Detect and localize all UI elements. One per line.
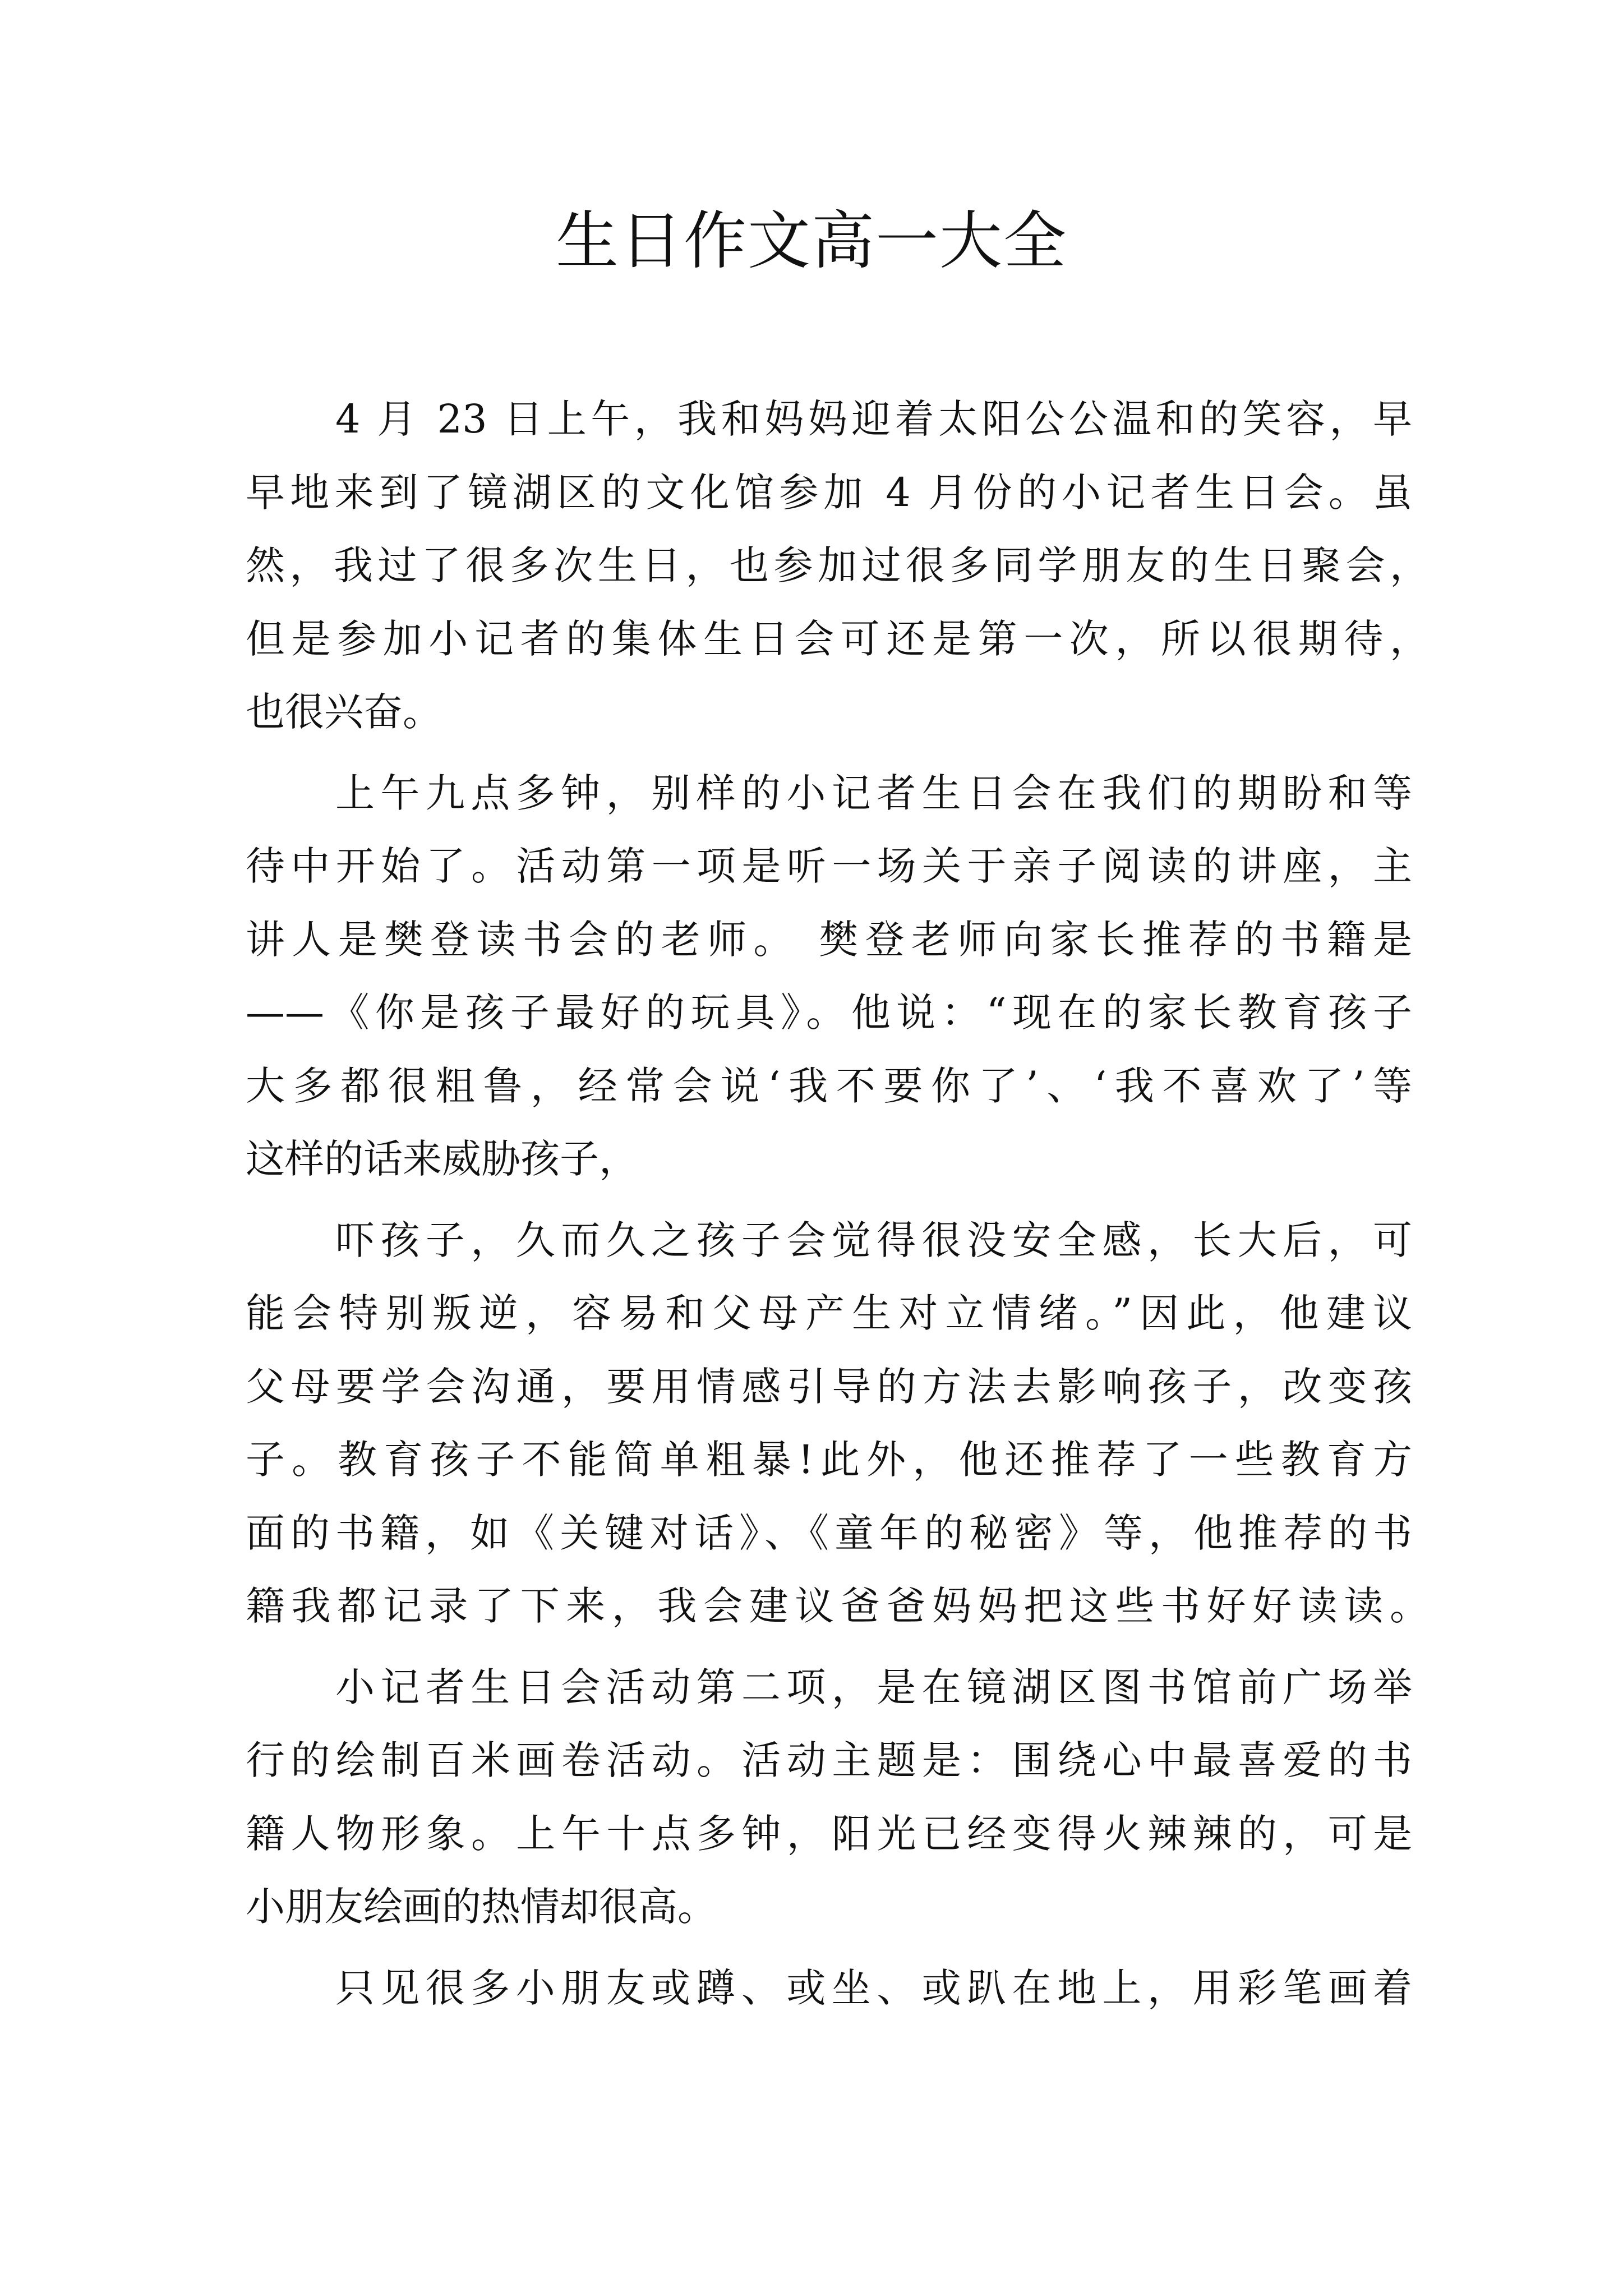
paragraph-line: 面的书籍，如《关键对话》、《童年的秘密》等，他推荐的书 (246, 1510, 1412, 1556)
document-title: 生日作文高一大全 (556, 205, 1067, 278)
paragraph-line: 只见很多小朋友或蹲、或坐、或趴在地上，用彩笔画着 (335, 1965, 1412, 2011)
paragraph-line: 能会特别叛逆，容易和父母产生对立情绪。”因此，他建议 (246, 1290, 1412, 1336)
paragraph-line: 然，我过了很多次生日，也参加过很多同学朋友的生日聚会， (246, 542, 1429, 588)
paragraph-line: 父母要学会沟通，要用情感引导的方法去影响孩子，改变孩 (246, 1364, 1412, 1410)
paragraph-line: 4 月 23 日上午，我和妈妈迎着太阳公公温和的笑容，早 (335, 396, 1412, 442)
paragraph-line: 早地来到了镜湖区的文化馆参加 4 月份的小记者生日会。虽 (246, 470, 1412, 516)
paragraph-line: 大多都很粗鲁，经常会说‘我不要你了’、‘我不喜欢了’等 (246, 1063, 1412, 1109)
paragraph-line: ——《你是孩子最好的玩具》。他说：“现在的家长教育孩子 (246, 990, 1412, 1036)
paragraph-line: 行的绘制百米画卷活动。活动主题是：围绕心中最喜爱的书 (246, 1737, 1412, 1783)
paragraph-line: 子。教育孩子不能简单粗暴!此外，他还推荐了一些教育方 (246, 1437, 1412, 1483)
paragraph-line: 也很兴奋。 (246, 689, 442, 735)
paragraph-line: 小记者生日会活动第二项，是在镜湖区图书馆前广场举 (335, 1664, 1412, 1710)
paragraph-line: 讲人是樊登读书会的老师。 樊登老师向家长推荐的书籍是 (246, 917, 1412, 963)
paragraph-line: 但是参加小记者的集体生日会可还是第一次，所以很期待， (246, 616, 1429, 662)
paragraph-line: 这样的话来威胁孩子， (246, 1136, 638, 1182)
paragraph-line: 吓孩子，久而久之孩子会觉得很没安全感，长大后，可 (335, 1217, 1412, 1263)
paragraph-line: 籍我都记录了下来，我会建议爸爸妈妈把这些书好好读读。 (246, 1583, 1429, 1629)
paragraph-line: 待中开始了。活动第一项是听一场关于亲子阅读的讲座，主 (246, 843, 1412, 889)
paragraph-line: 籍人物形象。上午十点多钟，阳光已经变得火辣辣的，可是 (246, 1811, 1412, 1857)
paragraph-line: 上午九点多钟，别样的小记者生日会在我们的期盼和等 (335, 770, 1412, 816)
paragraph-line: 小朋友绘画的热情却很高。 (246, 1884, 717, 1930)
